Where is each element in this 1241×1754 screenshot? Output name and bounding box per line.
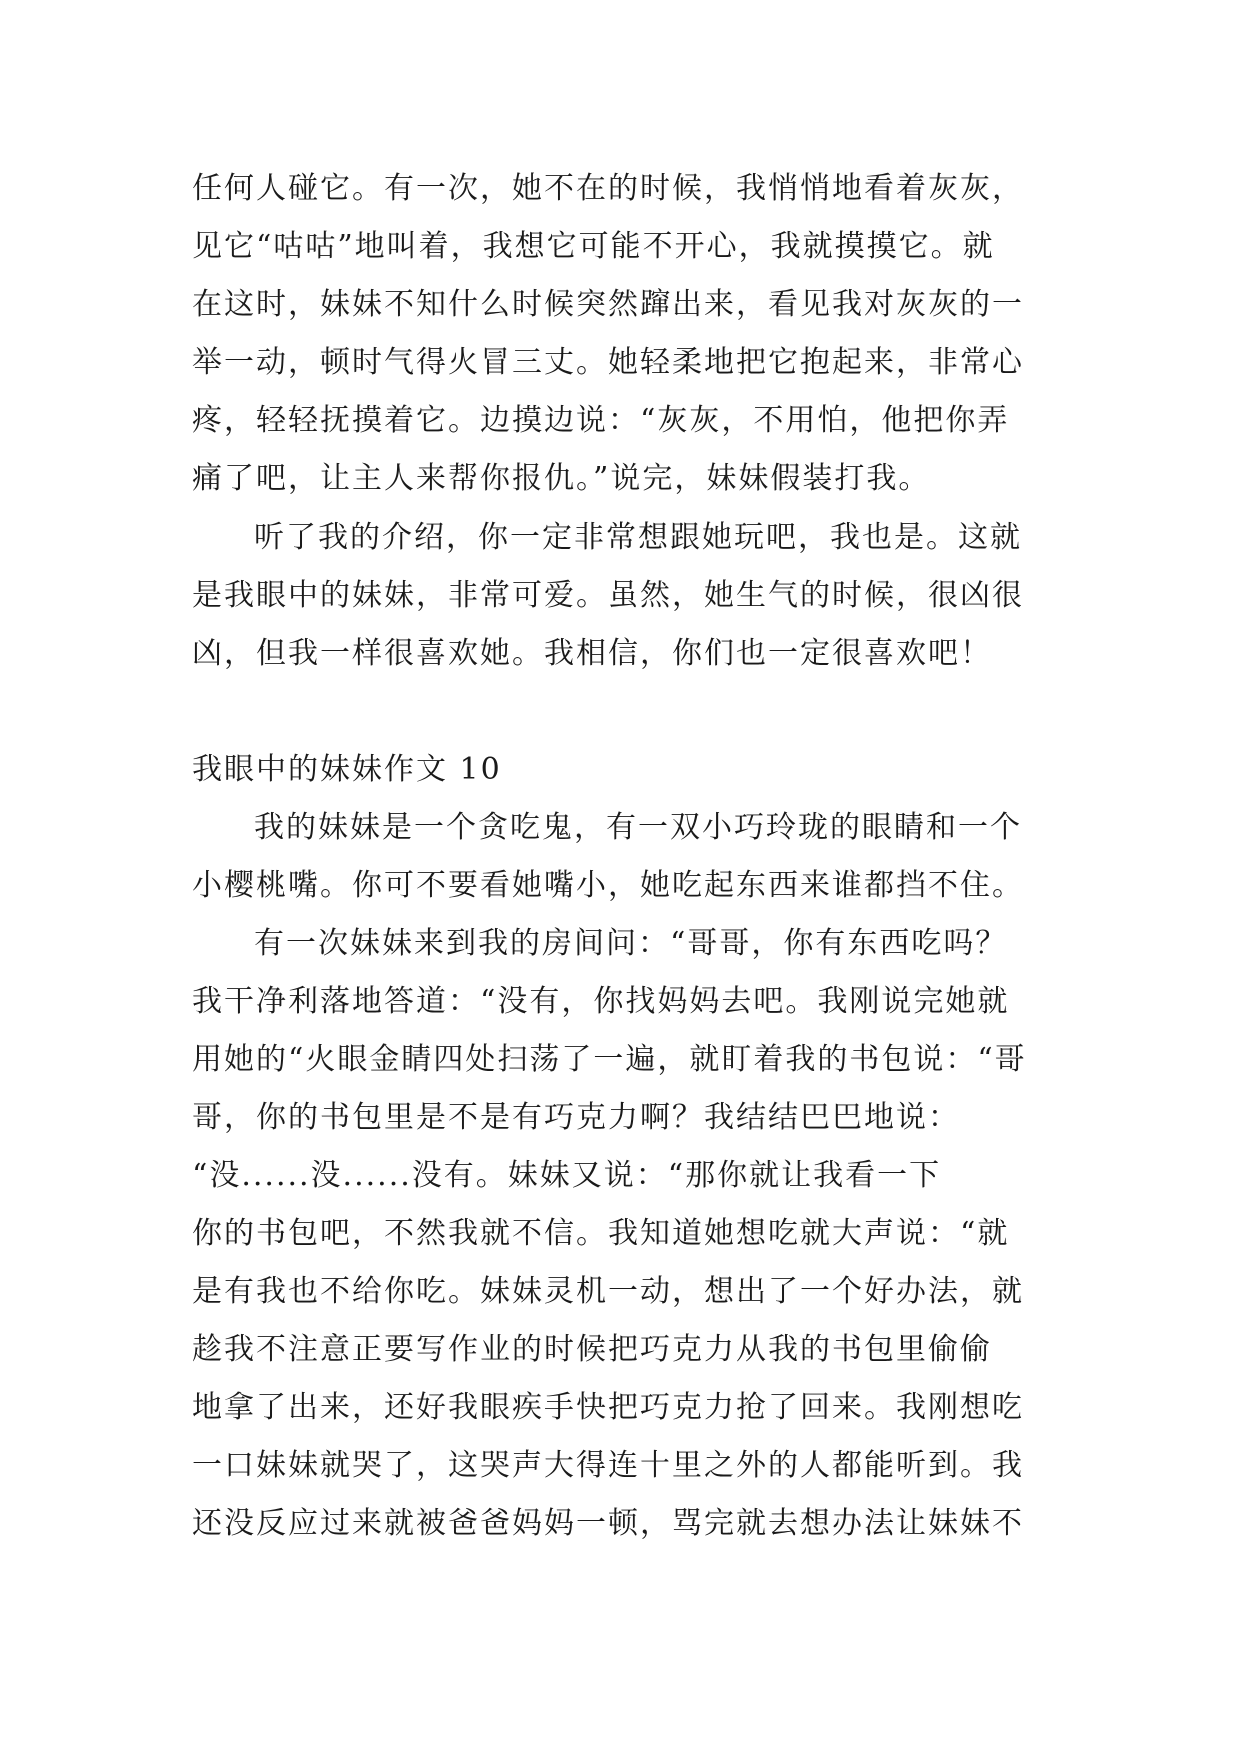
text-line: 在这时，妹妹不知什么时候突然蹿出来，看见我对灰灰的一 <box>192 287 1024 322</box>
text-line: 听了我的介绍，你一定非常想跟她玩吧，我也是。这就 <box>254 520 1022 555</box>
text-line: 痛了吧，让主人来帮你报仇。”说完，妹妹假装打我。 <box>192 461 931 496</box>
text-line: 趁我不注意正要写作业的时候把巧克力从我的书包里偷偷 <box>192 1332 992 1367</box>
text-line: 疼，轻轻抚摸着它。边摸边说：“灰灰，不用怕，他把你弄 <box>192 403 1010 438</box>
essay-heading: 我眼中的妹妹作文 10 <box>192 752 502 787</box>
text-line: 任何人碰它。有一次，她不在的时候，我悄悄地看着灰灰， <box>192 171 1024 206</box>
text-line: 举一动，顿时气得火冒三丈。她轻柔地把它抱起来，非常心 <box>192 345 1024 380</box>
text-line: 还没反应过来就被爸爸妈妈一顿，骂完就去想办法让妹妹不 <box>192 1506 1024 1541</box>
text-line: 凶，但我一样很喜欢她。我相信，你们也一定很喜欢吧！ <box>192 636 992 671</box>
text-line: 用她的“火眼金睛四处扫荡了一遍，就盯着我的书包说：“哥 <box>192 1042 1027 1077</box>
text-line: 一口妹妹就哭了，这哭声大得连十里之外的人都能听到。我 <box>192 1448 1024 1483</box>
essay-body <box>192 799 1052 1553</box>
text-line: 小樱桃嘴。你可不要看她嘴小，她吃起东西来谁都挡不住。 <box>192 868 1024 903</box>
text-line: “没......没......没有。妹妹又说：“那你就让我看一下 <box>192 1158 942 1193</box>
text-line: 地拿了出来，还好我眼疾手快把巧克力抢了回来。我刚想吃 <box>192 1390 1024 1425</box>
paragraph-4 <box>192 915 1052 1553</box>
text-line: 是有我也不给你吃。妹妹灵机一动，想出了一个好办法，就 <box>192 1274 1024 1309</box>
paragraph-1 <box>192 160 1052 508</box>
text-line: 是我眼中的妹妹，非常可爱。虽然，她生气的时候，很凶很 <box>192 578 1024 613</box>
text-line: 哥，你的书包里是不是有巧克力啊？我结结巴巴地说： <box>192 1100 960 1135</box>
text-line: 你的书包吧，不然我就不信。我知道她想吃就大声说：“就 <box>192 1216 1010 1251</box>
text-line: 我的妹妹是一个贪吃鬼，有一双小巧玲珑的眼睛和一个 <box>254 810 1022 845</box>
text-line: 有一次妹妹来到我的房间问：“哥哥，你有东西吃吗？ <box>254 926 1008 961</box>
paragraph-3 <box>192 799 1052 915</box>
text-line: 我干净利落地答道：“没有，你找妈妈去吧。我刚说完她就 <box>192 984 1010 1019</box>
paragraph-2 <box>192 509 1052 683</box>
text-line: 见它“咕咕”地叫着，我想它可能不开心，我就摸摸它。就 <box>192 229 995 264</box>
essay-heading-block <box>192 741 1052 799</box>
